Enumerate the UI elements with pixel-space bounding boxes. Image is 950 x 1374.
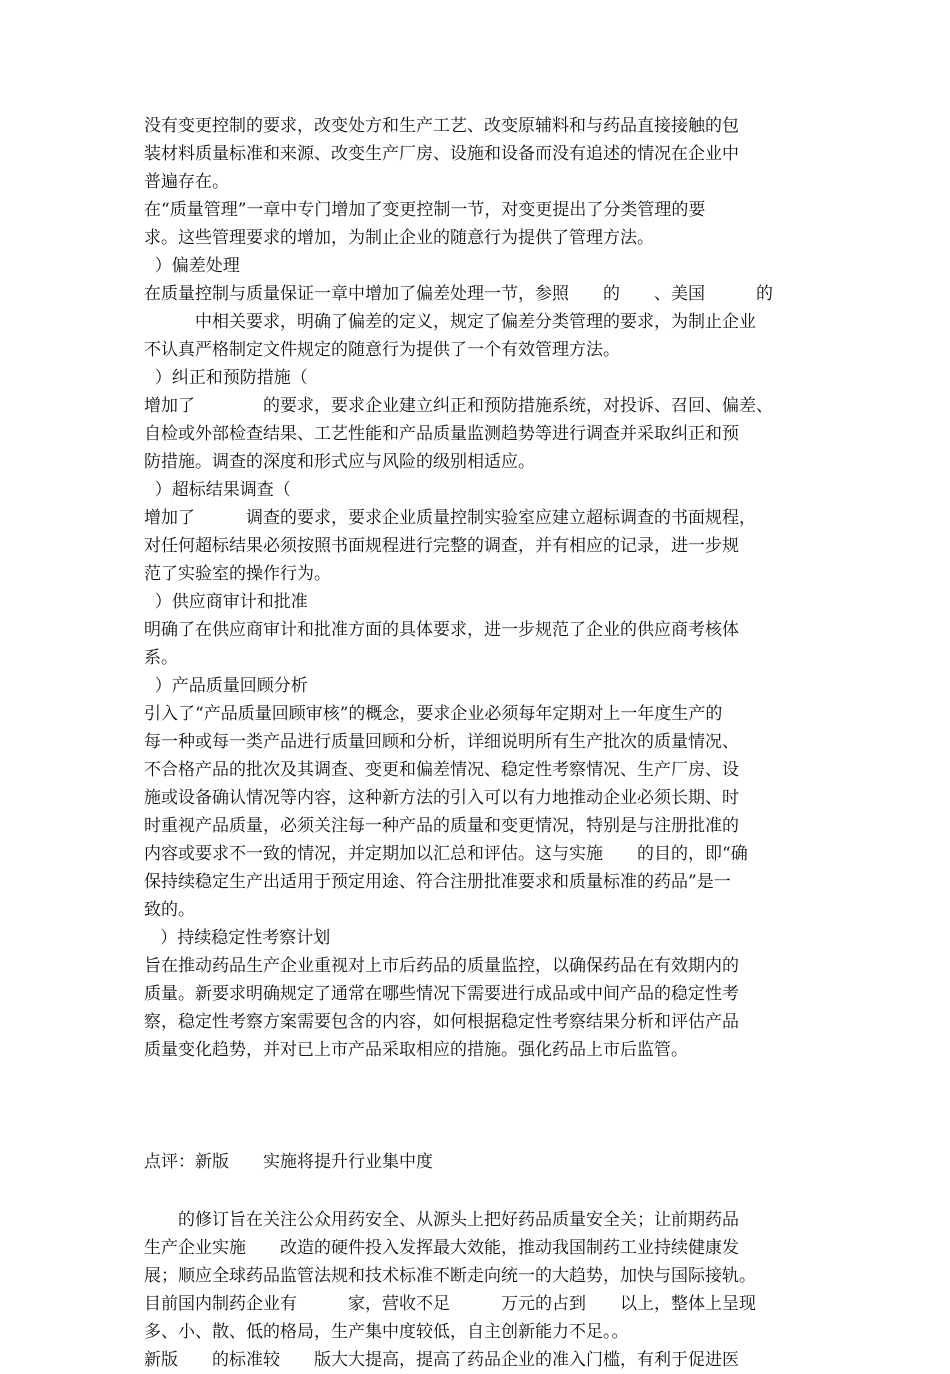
text-line: 没有变更控制的要求，改变处方和生产工艺、改变原辅料和与药品直接接触的包: [144, 116, 739, 136]
text-line: 生产企业实施 改造的硬件投入发挥最大效能，推动我国制药工业持续健康发: [144, 1238, 739, 1258]
text-line: 自检或外部检查结果、工艺性能和产品质量监测趋势等进行调查并采取纠正和预: [144, 424, 739, 444]
text-line: 质量变化趋势，并对已上市产品采取相应的措施。强化药品上市后监管。: [144, 1040, 688, 1060]
text-line: 展；顺应全球药品监管法规和技术标准不断走向统一的大趋势，加快与国际接轨。: [144, 1266, 756, 1286]
section-heading: 点评：新版 实施将提升行业集中度: [144, 1152, 433, 1172]
text-line: 察，稳定性考察方案需要包含的内容，如何根据稳定性考察结果分析和评估产品: [144, 1012, 739, 1032]
text-line: 多、小、散、低的格局，生产集中度较低，自主创新能力不足。。: [144, 1322, 629, 1342]
text-line: 对任何超标结果必须按照书面规程进行完整的调查，并有相应的记录，进一步规: [144, 536, 739, 556]
text-line: 明确了在供应商审计和批准方面的具体要求，进一步规范了企业的供应商考核体: [144, 620, 739, 640]
text-line: 旨在推动药品生产企业重视对上市后药品的质量监控，以确保药品在有效期内的: [144, 956, 739, 976]
text-line: 的修订旨在关注公众用药安全、从源头上把好药品质量安全关；让前期药品: [144, 1210, 739, 1230]
text-line: 时重视产品质量，必须关注每一种产品的质量和变更情况，特别是与注册批准的: [144, 816, 739, 836]
text-line: 求。这些管理要求的增加，为制止企业的随意行为提供了管理方法。: [144, 228, 654, 248]
text-line: ）供应商审计和批准: [144, 592, 308, 612]
document-page: [144, 112, 812, 1374]
text-line: ）偏差处理: [144, 256, 240, 276]
text-line: 质量。新要求明确规定了通常在哪些情况下需要进行成品或中间产品的稳定性考: [144, 984, 739, 1004]
text-line: 中相关要求，明确了偏差的定义，规定了偏差分类管理的要求，为制止企业: [144, 312, 756, 332]
text-line: 引入了“产品质量回顾审核”的概念，要求企业必须每年定期对上一年度生产的: [144, 704, 723, 724]
body-text-top: [144, 112, 812, 1064]
text-line: 范了实验室的操作行为。: [144, 564, 331, 584]
text-line: 施或设备确认情况等内容，这种新方法的引入可以有力地推动企业必须长期、时: [144, 788, 739, 808]
text-line: 不合格产品的批次及其调查、变更和偏差情况、稳定性考察情况、生产厂房、设: [144, 760, 739, 780]
text-line: 保持续稳定生产出适用于预定用途、符合注册批准要求和质量标准的药品”是一: [144, 872, 731, 892]
text-line: 系。: [144, 648, 178, 668]
text-line: 装材料质量标准和来源、改变生产厂房、设施和设备而没有追述的情况在企业中: [144, 144, 739, 164]
text-line: 每一种或每一类产品进行质量回顾和分析，详细说明所有生产批次的质量情况、: [144, 732, 739, 752]
text-line: 在质量控制与质量保证一章中增加了偏差处理一节，参照 的 、美国 的: [144, 284, 773, 304]
text-line: ）超标结果调查（: [144, 480, 291, 500]
text-line: 新版 的标准较 版大大提高，提高了药品企业的准入门槛，有利于促进医: [144, 1350, 739, 1370]
text-line: 内容或要求不一致的情况，并定期加以汇总和评估。这与实施 的目的，即“确: [144, 844, 748, 864]
text-line: ）产品质量回顾分析: [144, 676, 308, 696]
text-line: 在“质量管理”一章中专门增加了变更控制一节，对变更提出了分类管理的要: [144, 200, 706, 220]
body-text-bottom: [144, 1206, 812, 1374]
text-line: 不认真严格制定文件规定的随意行为提供了一个有效管理方法。: [144, 340, 620, 360]
text-line: 致的。: [144, 900, 195, 920]
text-line: 增加了 调查的要求，要求企业质量控制实验室应建立超标调查的书面规程，: [144, 508, 756, 528]
text-line: 目前国内制药企业有 家，营收不足 万元的占到 以上，整体上呈现: [144, 1294, 756, 1314]
text-line: ）持续稳定性考察计划: [144, 928, 331, 948]
text-line: 防措施。调查的深度和形式应与风险的级别相适应。: [144, 452, 535, 472]
text-line: 普遍存在。: [144, 172, 229, 192]
text-line: 增加了 的要求，要求企业建立纠正和预防措施系统，对投诉、召回、偏差、: [144, 396, 773, 416]
text-line: ）纠正和预防措施（: [144, 368, 308, 388]
